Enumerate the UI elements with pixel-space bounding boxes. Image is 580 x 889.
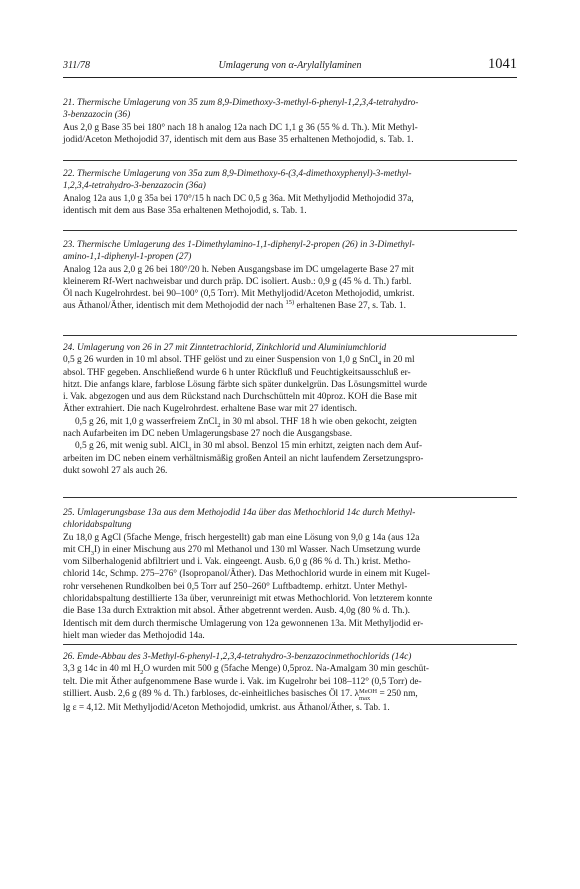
paragraph-line: rohr versehenen Rundkolben bei 0,5 Torr auf 250–260° Luftbadtemp. erhitzt. Unter Methyl- [63,581,408,592]
paragraph-line: nach Aufarbeiten im DC neben Umlagerungsbase 27 noch die Ausgangsbase. [63,429,353,440]
paragraph-line: Analog 12a aus 1,0 g 35a bei 170°/15 h nach DC 0,5 g 36a. Mit Methyljodid Methojodid 37a, [63,193,414,204]
section-heading: 22. Thermische Umlagerung von 35a zum 8,9-Dimethoxy-6-(3,4-dimethoxyphenyl)-3-methyl- [63,169,412,179]
lambda-subscript-stack: MeOH max [359,687,378,702]
section-25 [63,507,517,642]
paragraph-line: die Base 13a durch Extraktion mit absol. Äther abgetrennt werden. Ausb. 4,0g (80 % d. Th.). [63,606,411,617]
section-heading: 24. Umlagerung von 26 in 27 mit Zinntetrachlorid, Zinkchlorid und Aluminiumchlorid [63,343,387,353]
section-22 [63,168,517,217]
paragraph-line: Analog 12a aus 2,0 g 26 bei 180°/20 h. Neben Ausgangsbase im DC umgelagerte Base 27 mit [63,264,414,275]
paragraph-line: Öl nach Kugelrohrdest. bei 90–100° (0,5 Torr). Mit Methyljodid/Aceton Methojodid, umkrist. [63,289,415,300]
journal-issue: 311/78 [63,60,91,71]
section-divider [63,644,517,645]
section-26 [63,651,517,714]
section-heading-cont: 3-benzazocin (36) [63,110,131,121]
paragraph-line: hitzt. Die anfangs klare, farblose Lösung färbte sich später dunkelgrün. Das Lösungsmittel wurde [63,379,428,390]
section-heading: 25. Umlagerungsbase 13a aus dem Methojodid 14a über das Methochlorid 14c durch Methyl- [63,508,416,518]
paragraph-line: identisch mit dem aus Base 35a erhaltenen Methojodid, s. Tab. 1. [63,205,307,216]
paragraph-line: hielt man wieder das Methojodid 14a. [63,630,205,641]
paragraph-line: lg ε = 4,12. Mit Methyljodid/Aceton Methojodid, umkrist. aus Äthanol/Äther, s. Tab. 1. [63,702,390,713]
paragraph-line: 0,5 g 26, mit 1,0 g wasserfreiem ZnCl$_2$ in 30 ml absol. THF 18 h wie oben gekocht, zeigten [75,416,417,429]
paragraph-line: arbeiten im DC neben einem verhältnismäßig großen Anteil an nicht laufendem Zersetzungspro- [63,453,424,464]
section-heading-cont: 1,2,3,4-tetrahydro-3-benzazocin (36a) [63,181,206,192]
section-divider [63,160,517,161]
section-divider [63,497,517,498]
section-heading-cont: chloridabspaltung [63,520,132,531]
section-heading: 23. Thermische Umlagerung des 1-Dimethylamino-1,1-diphenyl-2-propen (26) in 3-Dimethyl- [63,240,415,250]
reference-marker: 15) [285,299,295,307]
paragraph-line: telt. Die mit Äther aufgenommene Base wurde i. Vak. im Kugelrohr bei 108–112° (0,5 Torr) de- [63,676,422,687]
paragraph-line: jodid/Aceton Methojodid 37, identisch mit dem aus Base 35 erhaltenen Methojodid, s. Tab. 1. [63,134,414,145]
paragraph-line: aus Äthanol/Äther, identisch mit dem Methojodid der nach $^{15)}$ erhaltenen Base 27, s. Tab. 1. [63,299,406,312]
paragraph-line: 0,5 g 26 wurden in 10 ml absol. THF gelöst und zu einer Suspension von 1,0 g SnCl$_4$ in 20 ml [63,355,415,368]
paragraph-line: kleinerem Rf-Wert nachweisbar und durch präp. DC isoliert. Ausb.: 0,9 g (45 % d. Th.) farbl. [63,276,412,287]
paragraph-line: chlorid 14c, Schmp. 275–276° (Isopropanol/Äther). Das Methochlorid wurde in einem mit Kugel- [63,569,431,580]
paragraph-line: Aus 2,0 g Base 35 bei 180° nach 18 h analog 12a nach DC 1,1 g 36 (55 % d. Th.). Mit Methyl- [63,122,418,133]
paragraph-line: absol. THF gegeben. Anschließend wurde 6 h unter Rückfluß und Feuchtigkeitsausschluß er- [63,367,411,378]
section-23 [63,239,517,313]
section-heading: 26. Emde-Abbau des 3-Methyl-6-phenyl-1,2,3,4-tetrahydro-3-benzazocinmethochlorids (14c) [63,652,412,662]
section-heading: 21. Thermische Umlagerung von 35 zum 8,9-Dimethoxy-3-methyl-6-phenyl-1,2,3,4-tetrahydro- [63,98,419,108]
paragraph-line: Äther extrahiert. Die nach Kugelrohrdest. erhaltene Base war mit 27 identisch. [63,404,357,415]
paragraph-line: stilliert. Ausb. 2,6 g (89 % d. Th.) farbloses, dc-einheitliches basisches Öl 17. λMeOH max = 250 nm, [63,687,418,702]
paragraph-line: 3,3 g 14c in 40 ml $H_2O$ wurden mit 500 g (5fache Menge) 0,5proz. Na-Amalgam 30 min geschüt- [63,664,430,677]
paragraph-line: 0,5 g 26, mit wenig subl. AlCl$_3$ in 30 ml absol. Benzol 15 min erhitzt, zeigten nach dem Auf- [75,441,423,454]
section-divider [63,335,517,336]
paragraph-line: chloridabspaltung destillierte 13a über, verunreinigt mit etwas Methochlorid. Von letzterem konnte [63,594,433,605]
running-header [63,58,517,76]
section-21 [63,97,517,146]
section-divider [63,230,517,231]
paragraph-line: dukt sowohl 27 als auch 26. [63,465,168,476]
header-rule [63,77,517,78]
section-24 [63,342,517,477]
paragraph-line: vom Silberhalogenid abfiltriert und i. Vak. eingeengt. Ausb. 6,0 g (86 % d. Th.) krist. Metho- [63,557,411,568]
running-title: Umlagerung von α-Arylallylaminen [218,60,362,71]
paragraph-line: i. Vak. abgezogen und aus dem Rückstand nach Durchschütteln mit 40proz. KOH die Base mit [63,392,418,403]
paragraph-line: Identisch mit dem durch thermische Umlagerung von 12a gewonnenen 13a. Mit Methyljodid er- [63,618,424,629]
paragraph-line: mit $CH_3I$) in einer Mischung aus 270 ml Methanol und 130 ml Wasser. Nach Umsetzung wurde [63,544,421,557]
page-number: 1041 [488,56,517,72]
paragraph-line: Zu 18,0 g AgCl (5fache Menge, frisch hergestellt) gab man eine Lösung von 9,0 g 14a (aus 12a [63,532,420,543]
section-heading-cont: amino-1,1-diphenyl-1-propen (27) [63,252,192,263]
